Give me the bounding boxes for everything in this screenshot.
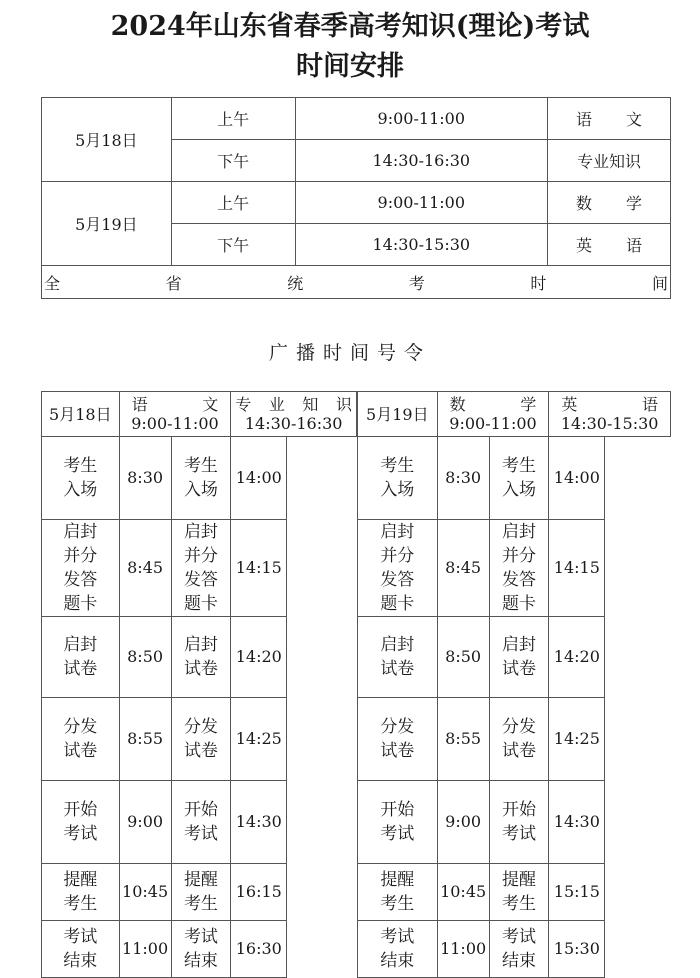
afternoon-time: 14:15: [231, 520, 287, 617]
schedule-footer: 全 省 统 考 时 间: [42, 266, 671, 299]
morning-time: 8:55: [119, 698, 171, 781]
schedule-date: 5月19日: [42, 182, 172, 266]
event-label: 分发 试卷: [171, 698, 231, 781]
broadcast-date: 5月19日: [358, 392, 438, 437]
event-label: 开始 考试: [42, 781, 120, 864]
morning-time: 8:55: [437, 698, 489, 781]
event-label: 启封 并分 发答 题卡: [489, 520, 549, 617]
subject-header: 语 文 9:00-11:00: [119, 392, 231, 437]
morning-time: 8:30: [437, 437, 489, 520]
event-label: 启封 并分 发答 题卡: [42, 520, 120, 617]
event-label: 分发 试卷: [42, 698, 120, 781]
broadcast-title: 广播时间号令: [268, 342, 431, 364]
session-time: 14:30-16:30: [295, 140, 548, 182]
session-time: 14:30-15:30: [295, 224, 548, 266]
event-label: 开始 考试: [171, 781, 231, 864]
morning-time: 11:00: [437, 921, 489, 978]
broadcast-row: [358, 437, 671, 520]
broadcast-row: [358, 520, 671, 617]
afternoon-time: 14:25: [549, 698, 605, 781]
exam-schedule-table: [41, 97, 671, 299]
broadcast-row: [42, 437, 357, 520]
event-label: 分发 试卷: [489, 698, 549, 781]
subject-header: 专 业 知 识 14:30-16:30: [231, 392, 357, 437]
afternoon-time: 14:15: [549, 520, 605, 617]
event-label: 考生 入场: [42, 437, 120, 520]
afternoon-time: 14:00: [549, 437, 605, 520]
event-label: 启封 试卷: [171, 617, 231, 698]
event-label: 分发 试卷: [358, 698, 438, 781]
afternoon-time: 14:20: [231, 617, 287, 698]
event-label: 开始 考试: [489, 781, 549, 864]
page-title: 2024年山东省春季高考知识(理论)考试: [110, 11, 590, 42]
event-label: 启封 试卷: [489, 617, 549, 698]
event-label: 考试 结束: [358, 921, 438, 978]
broadcast-row: [42, 698, 357, 781]
event-label: 启封 并分 发答 题卡: [171, 520, 231, 617]
morning-time: 9:00: [437, 781, 489, 864]
session-subject: 专业知识: [548, 140, 671, 182]
event-label: 启封 并分 发答 题卡: [358, 520, 438, 617]
broadcast-row: [42, 520, 357, 617]
session-subject: 数 学: [548, 182, 671, 224]
event-label: 考试 结束: [171, 921, 231, 978]
afternoon-time: 16:15: [231, 864, 287, 921]
afternoon-time: 15:15: [549, 864, 605, 921]
broadcast-date: 5月18日: [42, 392, 120, 437]
broadcast-row: [42, 617, 357, 698]
session-label: 上午: [171, 98, 295, 140]
broadcast-row: [42, 864, 357, 921]
broadcast-row: [42, 781, 357, 864]
session-time: 9:00-11:00: [295, 182, 548, 224]
afternoon-time: 14:30: [549, 781, 605, 864]
morning-time: 8:45: [119, 520, 171, 617]
broadcast-row: [358, 864, 671, 921]
broadcast-row: [42, 921, 357, 978]
morning-time: 10:45: [437, 864, 489, 921]
event-label: 开始 考试: [358, 781, 438, 864]
afternoon-time: 16:30: [231, 921, 287, 978]
afternoon-time: 15:30: [549, 921, 605, 978]
broadcast-row: [358, 617, 671, 698]
session-subject: 英 语: [548, 224, 671, 266]
broadcast-table-day1: [41, 391, 357, 978]
morning-time: 8:30: [119, 437, 171, 520]
session-label: 上午: [171, 182, 295, 224]
morning-time: 10:45: [119, 864, 171, 921]
session-label: 下午: [171, 224, 295, 266]
broadcast-row: [358, 781, 671, 864]
event-label: 启封 试卷: [358, 617, 438, 698]
event-label: 考试 结束: [489, 921, 549, 978]
broadcast-row: [358, 921, 671, 978]
afternoon-time: 14:25: [231, 698, 287, 781]
morning-time: 8:50: [119, 617, 171, 698]
subject-header: 英 语 14:30-15:30: [549, 392, 671, 437]
event-label: 考生 入场: [171, 437, 231, 520]
event-label: 提醒 考生: [358, 864, 438, 921]
afternoon-time: 14:20: [549, 617, 605, 698]
afternoon-time: 14:00: [231, 437, 287, 520]
afternoon-time: 14:30: [231, 781, 287, 864]
morning-time: 8:45: [437, 520, 489, 617]
subject-header: 数 学 9:00-11:00: [437, 392, 549, 437]
event-label: 考生 入场: [358, 437, 438, 520]
broadcast-row: [358, 698, 671, 781]
event-label: 启封 试卷: [42, 617, 120, 698]
broadcast-table-day2: [357, 391, 671, 978]
event-label: 考生 入场: [489, 437, 549, 520]
session-subject: 语 文: [548, 98, 671, 140]
event-label: 提醒 考生: [42, 864, 120, 921]
morning-time: 8:50: [437, 617, 489, 698]
event-label: 考试 结束: [42, 921, 120, 978]
schedule-date: 5月18日: [42, 98, 172, 182]
event-label: 提醒 考生: [489, 864, 549, 921]
morning-time: 9:00: [119, 781, 171, 864]
page-subtitle: 时间安排: [296, 51, 404, 82]
event-label: 提醒 考生: [171, 864, 231, 921]
session-label: 下午: [171, 140, 295, 182]
morning-time: 11:00: [119, 921, 171, 978]
session-time: 9:00-11:00: [295, 98, 548, 140]
